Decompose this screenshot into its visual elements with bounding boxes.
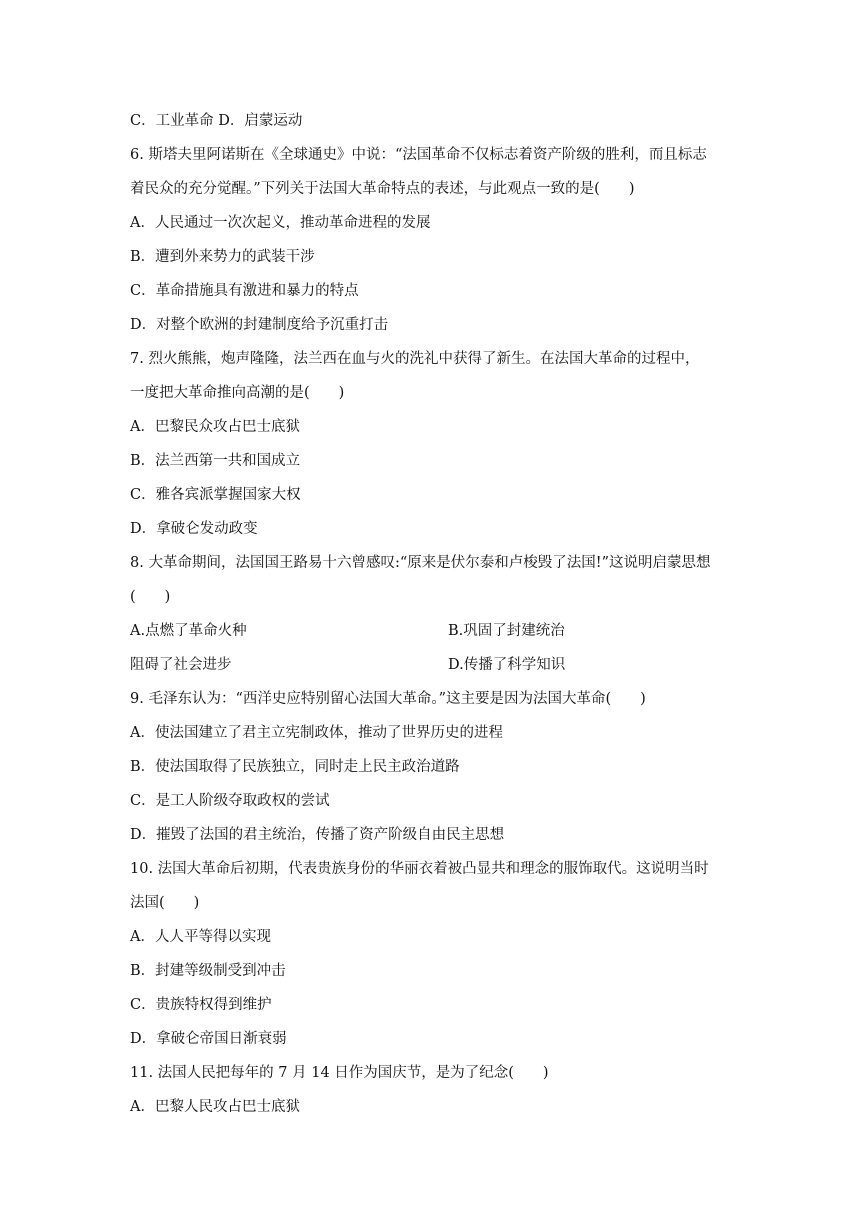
q10-option-b: B．封建等级制受到冲击 bbox=[130, 963, 286, 979]
q7-stem-line1: 7. 烈火熊熊，炮声隆隆，法兰西在血与火的洗礼中获得了新生。在法国大革命的过程中， bbox=[130, 351, 700, 367]
q6-option-d: D．对整个欧洲的封建制度给予沉重打击 bbox=[130, 317, 389, 333]
q7-option-a: A．巴黎民众攻占巴士底狱 bbox=[130, 419, 300, 435]
q6-stem-line1: 6. 斯塔夫里阿诺斯在《全球通史》中说：“法国革命不仅标志着资产阶级的胜利，而且标志 bbox=[130, 147, 707, 163]
q8-stem-line1: 8. 大革命期间，法国国王路易十六曾感叹:“原来是伏尔泰和卢梭毁了法国!”这说明启蒙思想 bbox=[130, 555, 711, 571]
q6-stem-line2: 着民众的充分觉醒。”下列关于法国大革命特点的表述，与此观点一致的是( ) bbox=[130, 181, 635, 197]
q10-stem-line1: 10. 法国大革命后初期，代表贵族身份的华丽衣着被凸显共和理念的服饰取代。这说明当时 bbox=[130, 861, 709, 877]
q8-option-b: B.巩固了封建统治 bbox=[448, 623, 565, 639]
q9-option-c: C．是工人阶级夺取政权的尝试 bbox=[130, 793, 330, 809]
q9-option-b: B．使法国取得了民族独立，同时走上民主政治道路 bbox=[130, 759, 460, 775]
q9-option-d: D．摧毁了法国的君主统治，传播了资产阶级自由民主思想 bbox=[130, 827, 505, 843]
q10-option-d: D．拿破仑帝国日渐衰弱 bbox=[130, 1031, 287, 1047]
q9-option-a: A．使法国建立了君主立宪制政体，推动了世界历史的进程 bbox=[130, 725, 503, 741]
q7-option-b: B．法兰西第一共和国成立 bbox=[130, 453, 301, 469]
q8-stem-line2: ( ) bbox=[130, 589, 171, 605]
q7-stem-line2: 一度把大革命推向高潮的是( ) bbox=[130, 385, 345, 401]
q10-option-c: C．贵族特权得到维护 bbox=[130, 997, 272, 1013]
q6-option-b: B．遭到外来势力的武装干涉 bbox=[130, 249, 315, 265]
q5-options-cd: C．工业革命 D．启蒙运动 bbox=[130, 113, 303, 129]
q10-option-a: A．人人平等得以实现 bbox=[130, 929, 271, 945]
q11-stem: 11. 法国人民把每年的 7 月 14 日作为国庆节，是为了纪念( ) bbox=[130, 1065, 549, 1081]
q8-option-c: 阻碍了社会进步 bbox=[130, 657, 232, 673]
q7-option-d: D．拿破仑发动政变 bbox=[130, 521, 258, 537]
q7-option-c: C．雅各宾派掌握国家大权 bbox=[130, 487, 301, 503]
q11-option-a: A．巴黎人民攻占巴士底狱 bbox=[130, 1099, 300, 1115]
q8-option-a: A.点燃了革命火种 bbox=[130, 623, 247, 639]
q6-option-c: C．革命措施具有激进和暴力的特点 bbox=[130, 283, 359, 299]
q10-stem-line2: 法国( ) bbox=[130, 895, 200, 911]
q8-options-row1 bbox=[130, 621, 740, 641]
q8-option-d: D.传播了科学知识 bbox=[448, 657, 566, 673]
q9-stem: 9. 毛泽东认为：“西洋史应特别留心法国大革命。”这主要是因为法国大革命( ) bbox=[130, 691, 646, 707]
q6-option-a: A．人民通过一次次起义，推动革命进程的发展 bbox=[130, 215, 431, 231]
q8-options-row2 bbox=[130, 655, 740, 675]
